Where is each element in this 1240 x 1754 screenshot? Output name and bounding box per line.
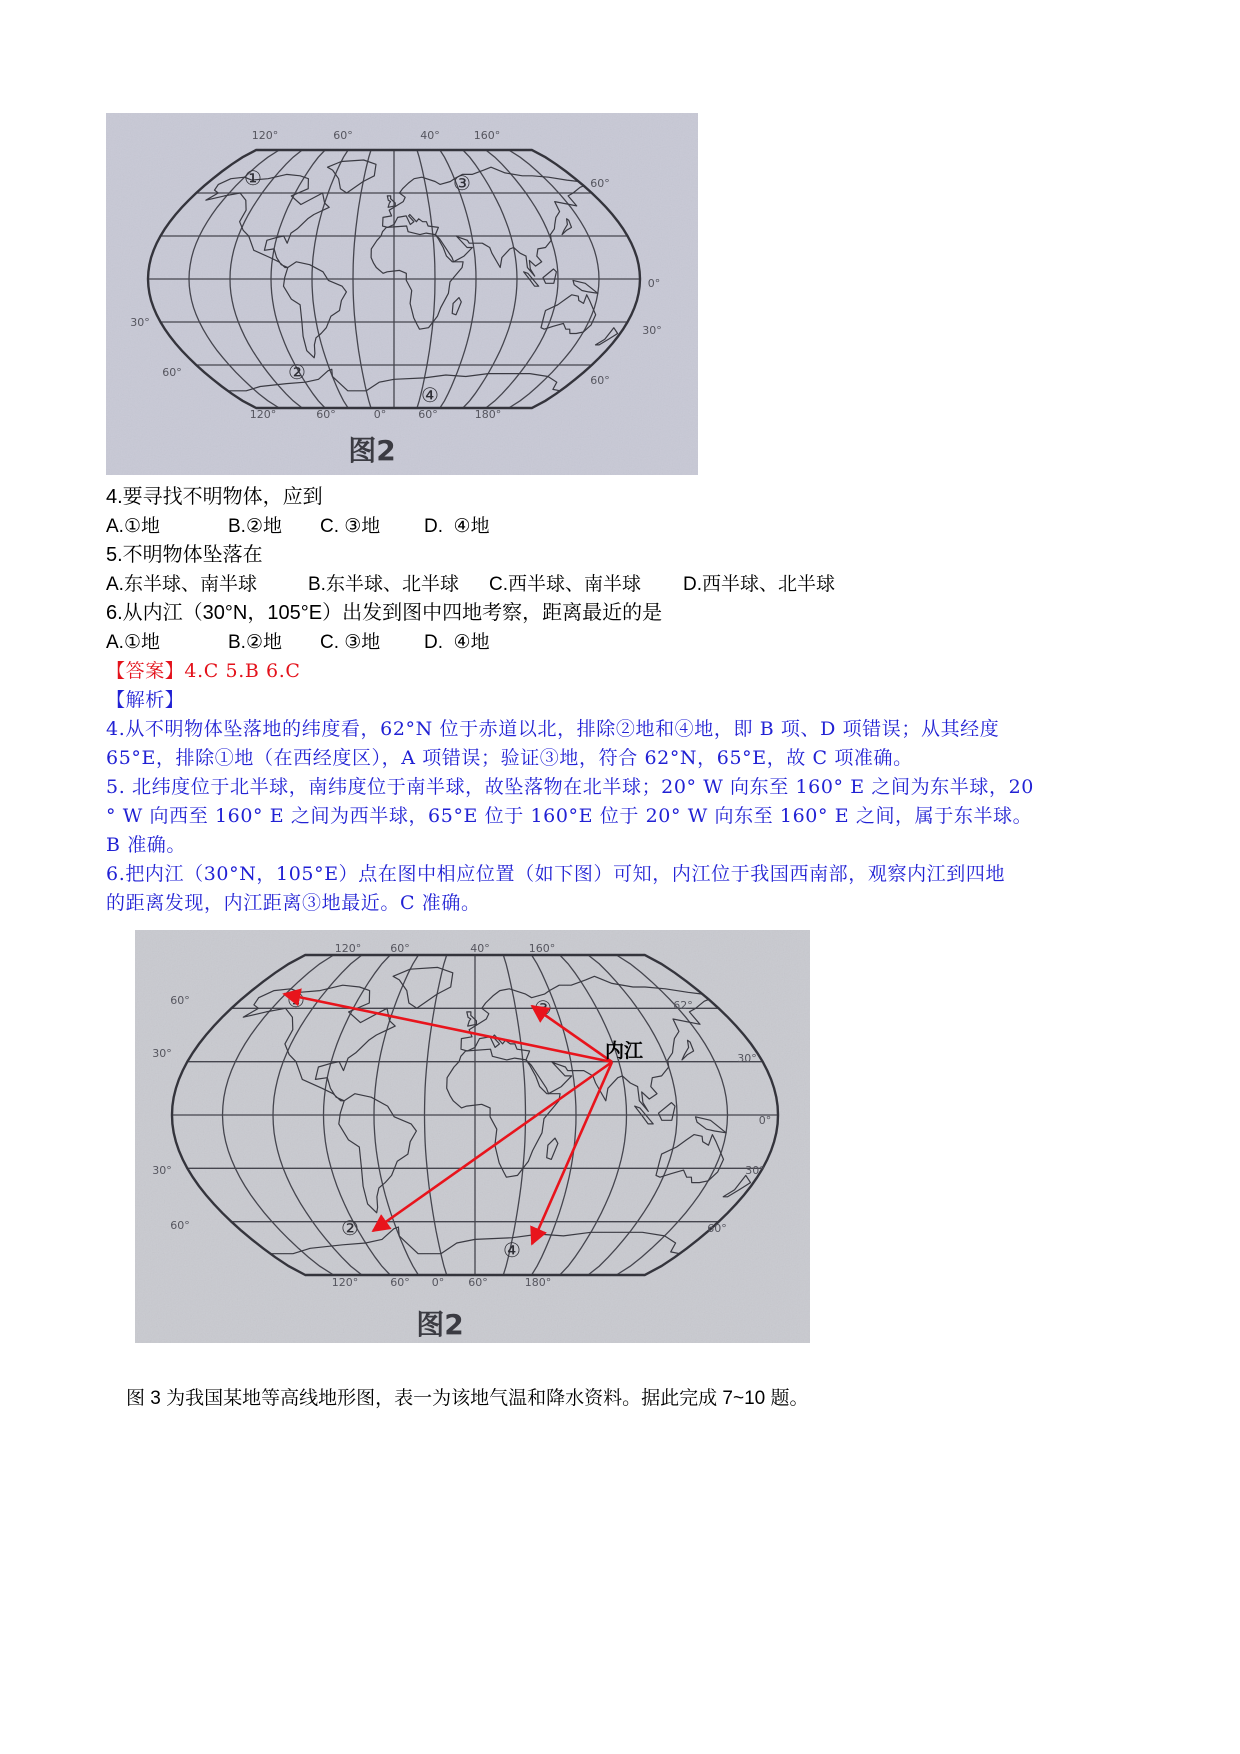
- location-marker-1: ①: [287, 988, 305, 1012]
- option-c: C.西半球、南半球: [489, 574, 642, 595]
- question-4-stem: 4.要寻找不明物体，应到: [106, 486, 323, 508]
- right-latitude-label: 60°: [707, 1222, 727, 1235]
- right-latitude-label: 30°: [642, 324, 662, 337]
- bottom-longitude-label: 60°: [468, 1276, 488, 1289]
- bottom-longitude-label: 180°: [524, 1276, 552, 1289]
- left-latitude-label: 60°: [170, 1219, 190, 1232]
- world-map-figure-2: [135, 930, 810, 1343]
- analysis-line: 的距离发现，内江距离③地最近。C 准确。: [106, 892, 481, 914]
- top-longitude-label: 40°: [470, 942, 490, 955]
- question-block: [106, 483, 1136, 918]
- bottom-longitude-label: 0°: [431, 1276, 445, 1289]
- right-latitude-label: 30°: [737, 1052, 757, 1065]
- analysis-line: 4.从不明物体坠落地的纬度看，62°N 位于赤道以北，排除②地和④地，即 B 项、D 项错误；从其经度: [106, 718, 1000, 740]
- top-longitude-label: 40°: [420, 129, 440, 142]
- top-longitude-label: 160°: [473, 129, 501, 142]
- analysis-line: 6.把内江（30°N，105°E）点在图中相应位置（如下图）可知，内江位于我国西南部，观察内江到四地: [106, 863, 1006, 885]
- option-d: D.西半球、北半球: [683, 574, 836, 595]
- figure-caption: 图2: [416, 1308, 464, 1341]
- question-6-options: [106, 628, 1136, 657]
- world-map-figure-1: [106, 113, 698, 475]
- left-latitude-label: 30°: [130, 316, 150, 329]
- question-5-stem: 5.不明物体坠落在: [106, 544, 263, 566]
- top-longitude-label: 160°: [528, 942, 556, 955]
- analysis-line: ° W 向西至 160° E 之间为西半球，65°E 位于 160°E 位于 20° W 向东至 160° E 之间，属于东半球。: [106, 805, 1033, 827]
- option-c: C. ③地: [320, 632, 381, 653]
- option-a: A.①地: [106, 632, 160, 653]
- bottom-longitude-label: 0°: [373, 408, 387, 421]
- bottom-longitude-label: 120°: [331, 1276, 359, 1289]
- right-latitude-label: 0°: [647, 277, 661, 290]
- location-marker-3: ③: [534, 996, 552, 1020]
- answer-text: 4.C 5.B 6.C: [184, 660, 301, 682]
- option-b: B.②地: [228, 516, 282, 537]
- origin-label-neijiang: 内江: [605, 1040, 644, 1062]
- scan-noise: [106, 113, 698, 475]
- option-d: D. ④地: [424, 632, 490, 653]
- location-marker-1: ①: [244, 166, 262, 190]
- location-marker-3: ③: [453, 171, 471, 195]
- right-latitude-label: 60°: [590, 177, 610, 190]
- left-latitude-label: 60°: [170, 994, 190, 1007]
- bottom-longitude-label: 180°: [474, 408, 502, 421]
- bottom-longitude-label: 60°: [316, 408, 336, 421]
- bottom-longitude-label: 60°: [390, 1276, 410, 1289]
- top-longitude-label: 60°: [390, 942, 410, 955]
- analysis-label: 【解析】: [106, 689, 185, 711]
- bottom-longitude-label: 120°: [249, 408, 277, 421]
- figure-caption: 图2: [348, 434, 396, 467]
- location-marker-2: ②: [288, 360, 306, 384]
- question-6-stem: 6.从内江（30°N，105°E）出发到图中四地考察，距离最近的是: [106, 602, 663, 624]
- right-latitude-label: 62°: [673, 999, 693, 1012]
- top-longitude-label: 120°: [334, 942, 362, 955]
- next-section-intro: 图 3 为我国某地等高线地形图，表一为该地气温和降水资料。据此完成 7~10 题。: [126, 1388, 809, 1409]
- analysis-line: 65°E，排除①地（在西经度区），A 项错误；验证③地，符合 62°N，65°E，故 C 项准确。: [106, 747, 913, 769]
- location-marker-4: ④: [503, 1238, 521, 1262]
- right-latitude-label: 60°: [590, 374, 610, 387]
- option-d: D. ④地: [424, 516, 490, 537]
- location-marker-2: ②: [341, 1216, 359, 1240]
- option-b: B.东半球、北半球: [308, 574, 459, 595]
- analysis-line: B 准确。: [106, 834, 187, 856]
- question-5-options: [106, 570, 1136, 599]
- right-latitude-label: 30°: [745, 1164, 765, 1177]
- right-latitude-label: 0°: [758, 1114, 772, 1127]
- top-longitude-label: 120°: [251, 129, 279, 142]
- top-longitude-label: 60°: [333, 129, 353, 142]
- bottom-longitude-label: 60°: [418, 408, 438, 421]
- question-4-options: [106, 512, 1136, 541]
- left-latitude-label: 30°: [152, 1047, 172, 1060]
- world-map-svg-1: [106, 113, 698, 475]
- option-b: B.②地: [228, 632, 282, 653]
- option-c: C. ③地: [320, 516, 381, 537]
- location-marker-4: ④: [421, 383, 439, 407]
- option-a: A.东半球、南半球: [106, 574, 257, 595]
- analysis-line: 5. 北纬度位于北半球，南纬度位于南半球，故坠落物在北半球；20° W 向东至 160° E 之间为东半球，20: [106, 776, 1034, 798]
- world-map-svg-2: [135, 930, 810, 1343]
- left-latitude-label: 30°: [152, 1164, 172, 1177]
- left-latitude-label: 60°: [162, 366, 182, 379]
- answer-line: [106, 657, 1136, 686]
- answer-label: 【答案】: [106, 660, 185, 682]
- option-a: A.①地: [106, 516, 160, 537]
